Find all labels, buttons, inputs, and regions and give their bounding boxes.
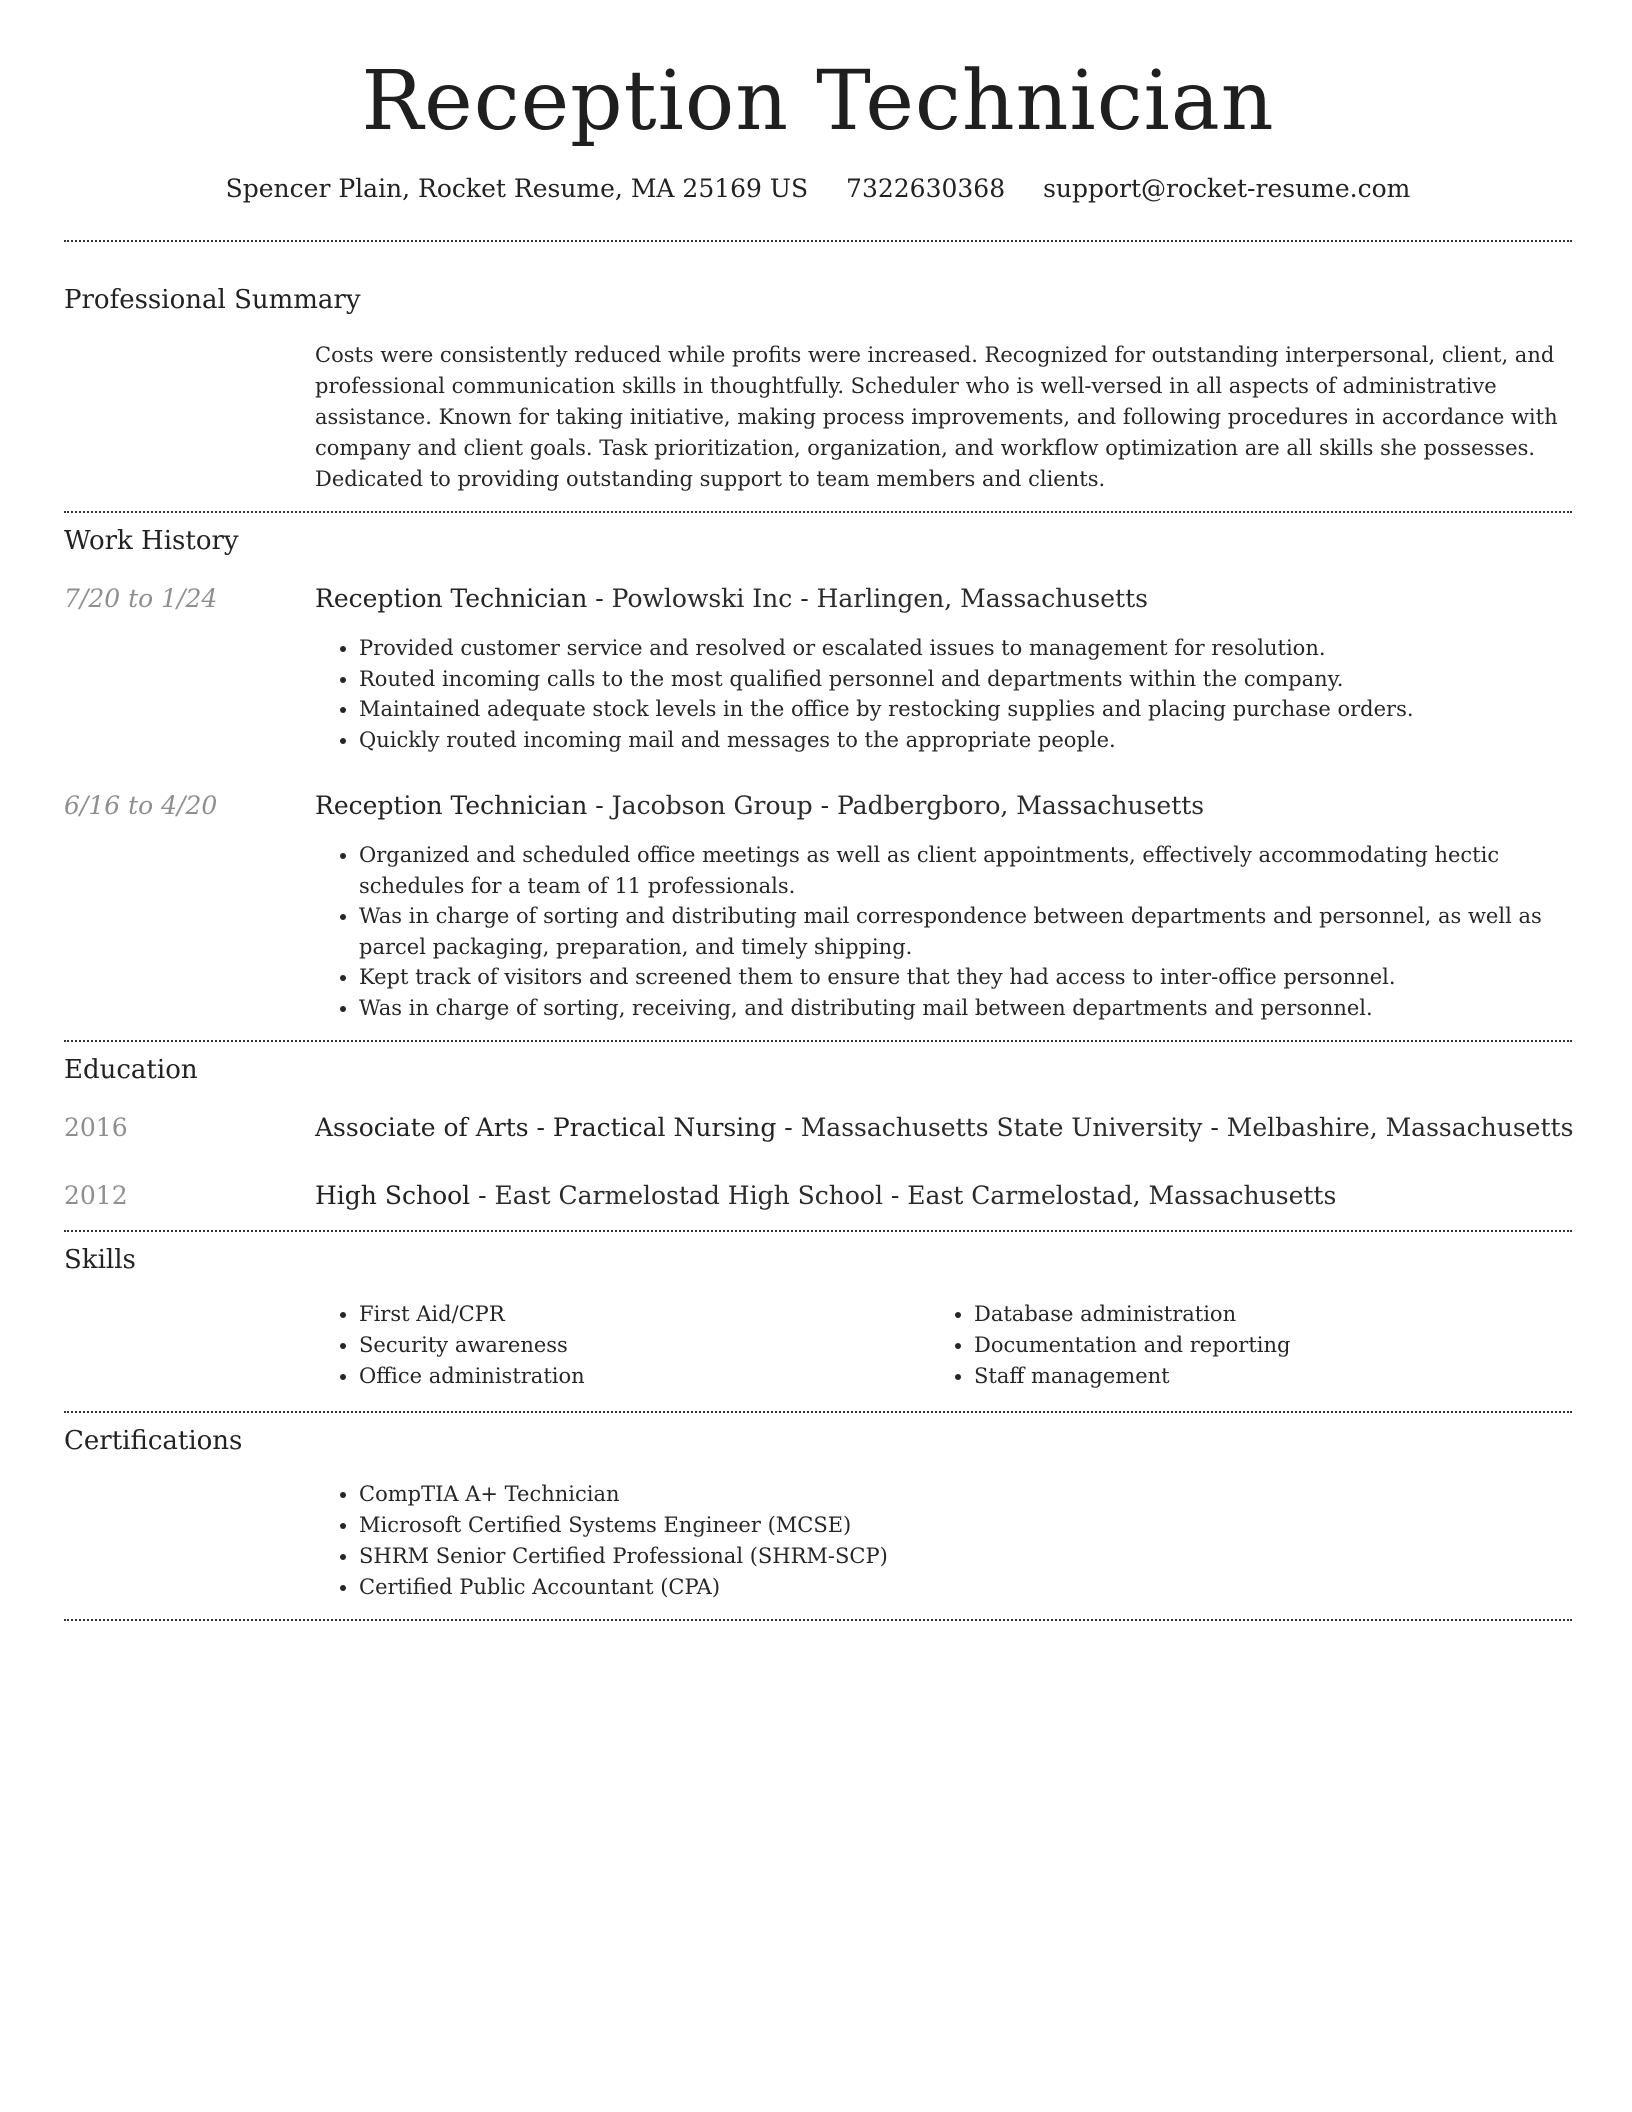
section-divider xyxy=(64,1040,1572,1042)
section-divider xyxy=(64,1230,1572,1232)
education-school: East Carmelostad High School xyxy=(494,1181,883,1210)
list-item: • Organized and scheduled office meetings as well as client appointments, effectively accommodating hectic schedules for a team of 11 professionals. xyxy=(359,840,1572,901)
job-role: Reception Technician xyxy=(315,791,588,820)
section-divider xyxy=(64,1619,1572,1621)
list-item: • Maintained adequate stock levels in the office by restocking supplies and placing purchase orders. xyxy=(359,694,1572,725)
skills-list-right xyxy=(930,1299,1572,1392)
list-item: • Certified Public Accountant (CPA) xyxy=(359,1572,1572,1603)
list-item: • CompTIA A+ Technician xyxy=(359,1479,1572,1510)
list-item: • SHRM Senior Certified Professional (SHRM-SCP) xyxy=(359,1541,1572,1572)
list-item: • Was in charge of sorting and distributing mail correspondence between departments and personnel, as well as parcel packaging, preparation, and timely shipping. xyxy=(359,901,1572,962)
job-heading: Reception Technician - Jacobson Group - Padbergboro, Massachusetts xyxy=(315,791,1205,820)
section-title-skills: Skills xyxy=(64,1245,136,1275)
section-title-education: Education xyxy=(64,1055,198,1085)
list-item: • Documentation and reporting xyxy=(974,1330,1572,1361)
section-divider xyxy=(64,240,1572,242)
list-item: • Database administration xyxy=(974,1299,1572,1330)
job-location: Padbergboro, Massachusetts xyxy=(836,791,1205,820)
job-role: Reception Technician xyxy=(315,584,588,613)
education-degree: Associate of Arts - Practical Nursing xyxy=(315,1113,777,1142)
skills-list-left xyxy=(315,1299,915,1392)
education-heading: Associate of Arts - Practical Nursing - Massachusetts State University - Melbashire, Massachusetts xyxy=(315,1113,1574,1142)
education-degree: High School xyxy=(315,1181,471,1210)
list-item: • First Aid/CPR xyxy=(359,1299,915,1330)
list-item: • Was in charge of sorting, receiving, and distributing mail between departments and personnel. xyxy=(359,993,1572,1024)
section-divider xyxy=(64,511,1572,513)
education-year: 2016 xyxy=(64,1113,128,1142)
certifications-list xyxy=(315,1479,1572,1603)
section-title-certifications: Certifications xyxy=(64,1426,243,1456)
contact-phone: 7322630368 xyxy=(846,174,1006,203)
education-school: Massachusetts State University xyxy=(800,1113,1203,1142)
education-location: Melbashire, Massachusetts xyxy=(1226,1113,1574,1142)
education-location: East Carmelostad, Massachusetts xyxy=(907,1181,1337,1210)
resume-title: Reception Technician xyxy=(361,54,1275,149)
section-title-summary: Professional Summary xyxy=(64,285,361,315)
contact-line xyxy=(64,172,1572,206)
education-year: 2012 xyxy=(64,1181,128,1210)
list-item: • Staff management xyxy=(974,1361,1572,1392)
list-item: • Kept track of visitors and screened them to ensure that they had access to inter-office personnel. xyxy=(359,962,1572,993)
list-item: • Security awareness xyxy=(359,1330,915,1361)
education-heading: High School - East Carmelostad High School - East Carmelostad, Massachusetts xyxy=(315,1181,1337,1210)
list-item: • Routed incoming calls to the most qualified personnel and departments within the company. xyxy=(359,664,1572,695)
list-item: • Microsoft Certified Systems Engineer (MCSE) xyxy=(359,1510,1572,1541)
section-title-work: Work History xyxy=(64,526,239,556)
contact-address: Spencer Plain, Rocket Resume, MA 25169 US xyxy=(225,174,809,203)
list-item: • Quickly routed incoming mail and messages to the appropriate people. xyxy=(359,725,1572,756)
job-bullets xyxy=(315,840,1572,1023)
list-item: • Provided customer service and resolved or escalated issues to management for resolution. xyxy=(359,633,1572,664)
job-dates: 6/16 to 4/20 xyxy=(64,791,218,820)
job-bullets xyxy=(315,633,1572,755)
summary-text: Costs were consistently reduced while profits were increased. Recognized for outstanding interpersonal, client, and professional communication skills in thoughtfully. Scheduler who is well-versed in all aspects of administrative assistance. Known for taking initiative, making process improvements, and following procedures in accordance with company and client goals. Task prioritization, organization, and workflow optimization are all skills she possesses. Dedicated to providing outstanding support to team members and clients. xyxy=(315,343,1558,491)
job-company: Jacobson Group xyxy=(611,791,813,820)
contact-email: support@rocket-resume.com xyxy=(1043,174,1411,203)
job-company: Powlowski Inc xyxy=(611,584,793,613)
job-dates: 7/20 to 1/24 xyxy=(64,584,218,613)
job-location: Harlingen, Massachusetts xyxy=(816,584,1148,613)
section-divider xyxy=(64,1411,1572,1413)
list-item: • Office administration xyxy=(359,1361,915,1392)
job-heading: Reception Technician - Powlowski Inc - Harlingen, Massachusetts xyxy=(315,584,1148,613)
